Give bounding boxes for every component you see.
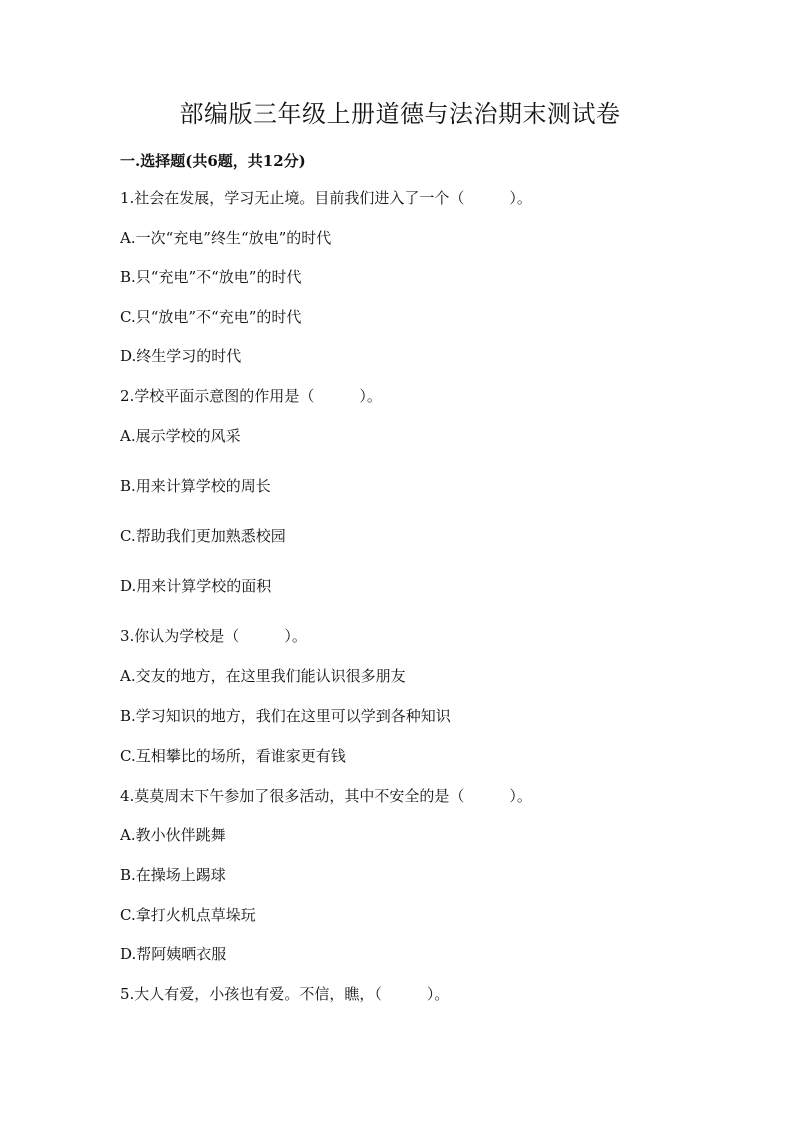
- q2-option-a: A.展示学校的风采: [120, 427, 241, 445]
- section-heading: 一.选择题(共6题，共12分): [120, 152, 306, 170]
- q1-option-a: A.一次“充电”终生“放电”的时代: [120, 229, 332, 247]
- page-title: 部编版三年级上册道德与法治期末测试卷: [179, 100, 621, 128]
- q2-option-d: D.用来计算学校的面积: [120, 577, 272, 595]
- question-3: 3.你认为学校是（ ）。: [120, 627, 307, 645]
- q1-option-d: D.终生学习的时代: [120, 347, 242, 365]
- question-4: 4.莫莫周末下午参加了很多活动，其中不安全的是（ ）。: [120, 787, 532, 805]
- q4-option-a: A.教小伙伴跳舞: [120, 826, 226, 844]
- question-2: 2.学校平面示意图的作用是（ ）。: [120, 387, 382, 405]
- q4-option-c: C.拿打火机点草垛玩: [120, 906, 256, 924]
- question-5: 5.大人有爱，小孩也有爱。不信，瞧，（ ）。: [120, 985, 450, 1003]
- q1-option-b: B.只“充电”不“放电”的时代: [120, 268, 302, 286]
- q3-option-a: A.交友的地方，在这里我们能认识很多朋友: [120, 667, 406, 685]
- q3-option-b: B.学习知识的地方，我们在这里可以学到各种知识: [120, 707, 451, 725]
- q3-option-c: C.互相攀比的场所，看谁家更有钱: [120, 747, 346, 765]
- question-1: 1.社会在发展，学习无止境。目前我们进入了一个（ ）。: [120, 189, 532, 207]
- q1-option-c: C.只“放电”不“充电”的时代: [120, 308, 302, 326]
- q2-option-c: C.帮助我们更加熟悉校园: [120, 527, 286, 545]
- q4-option-b: B.在操场上踢球: [120, 866, 226, 884]
- q4-option-d: D.帮阿姨晒衣服: [120, 945, 227, 963]
- q2-option-b: B.用来计算学校的周长: [120, 477, 271, 495]
